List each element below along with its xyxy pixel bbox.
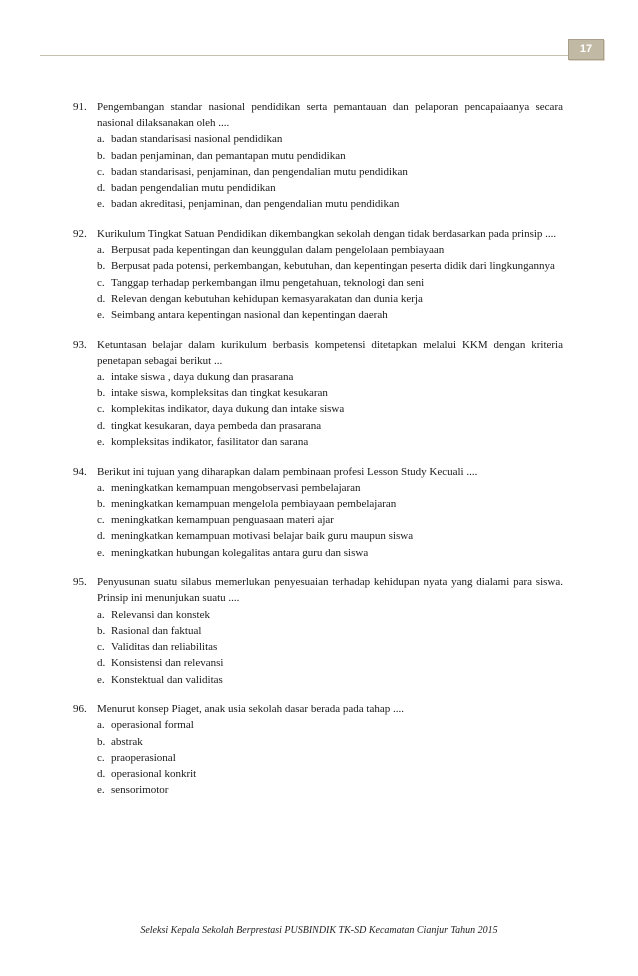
- option-letter: b.: [97, 497, 106, 510]
- question-text: Kurikulum Tingkat Satuan Pendidikan dikembangkan sekolah dengan tidak berdasarkan pada prinsip ....: [97, 227, 557, 240]
- option-letter: b.: [97, 260, 106, 273]
- question-number: 96.: [73, 703, 87, 716]
- option-text: Relevan dengan kebutuhan kehidupan kemasyarakatan dan dunia kerja: [111, 292, 423, 305]
- option-letter: c.: [97, 403, 105, 416]
- option-text: Rasional dan faktual: [111, 624, 202, 637]
- answer-option: [97, 180, 563, 196]
- question-text: Penyusunan suatu silabus memerlukan penyesuaian terhadap kehidupan nyata yang dialami para siswa. Prinsip ini menunjukan suatu ....: [97, 576, 563, 605]
- question-item: [73, 226, 563, 323]
- option-text: Berpusat pada potensi, perkembangan, kebutuhan, dan kepentingan peserta didik dari lingkungannya: [111, 260, 555, 273]
- option-text: kompleksitas indikator, fasilitator dan sarana: [111, 435, 309, 448]
- page-footer: Seleksi Kepala Sekolah Berprestasi PUSBINDIK TK-SD Kecamatan Cianjur Tahun 2015: [140, 925, 498, 936]
- question-stem: [73, 574, 563, 606]
- option-text: abstrak: [111, 735, 143, 748]
- question-item: [73, 701, 563, 798]
- answer-option: [97, 258, 563, 274]
- answer-option: [97, 418, 563, 434]
- option-text: operasional konkrit: [111, 768, 197, 781]
- answer-option: [97, 512, 563, 528]
- question-number: 95.: [73, 576, 87, 589]
- option-text: meningkatkan kemampuan mengelola pembiayaan pembelajaran: [111, 497, 397, 510]
- question-number: 91.: [73, 101, 87, 113]
- answer-option: [97, 385, 563, 401]
- option-text: meningkatkan kemampuan penguasaan materi ajar: [111, 514, 334, 527]
- option-text: intake siswa, kompleksitas dan tingkat kesukaran: [111, 387, 328, 400]
- question-number: 92.: [73, 227, 87, 240]
- option-text: Seimbang antara kepentingan nasional dan kepentingan daerah: [111, 308, 388, 321]
- option-text: operasional formal: [111, 719, 194, 732]
- option-letter: a.: [97, 133, 105, 146]
- header-rule: [40, 55, 576, 56]
- option-letter: c.: [97, 641, 105, 654]
- answer-option: [97, 528, 563, 544]
- option-letter: d.: [97, 530, 106, 543]
- question-item: [73, 574, 563, 687]
- question-stem: [73, 464, 563, 480]
- option-text: meningkatkan kemampuan mengobservasi pembelajaran: [111, 481, 361, 494]
- answer-option: [97, 623, 563, 639]
- question-number: 94.: [73, 465, 87, 478]
- page-header: [40, 33, 610, 61]
- option-letter: a.: [97, 608, 105, 621]
- answer-option: [97, 480, 563, 496]
- option-letter: b.: [97, 735, 106, 748]
- answer-option: [97, 131, 563, 147]
- option-text: intake siswa , daya dukung dan prasarana: [111, 371, 294, 384]
- answer-option: [97, 750, 563, 766]
- answer-option: [97, 148, 563, 164]
- option-letter: e.: [97, 308, 105, 321]
- option-text: tingkat kesukaran, daya pembeda dan prasarana: [111, 419, 322, 432]
- question-text: Pengembangan standar nasional pendidikan serta pemantauan dan pelaporan pencapaiaanya secara nasional dilaksanakan oleh ....: [97, 101, 563, 130]
- answer-option: [97, 782, 563, 798]
- answer-option: [97, 734, 563, 750]
- option-letter: d.: [97, 292, 106, 305]
- answer-option: [97, 607, 563, 623]
- option-text: badan pengendalian mutu pendidikan: [111, 182, 276, 195]
- question-stem: [73, 337, 563, 369]
- option-text: meningkatkan kemampuan motivasi belajar baik guru maupun siswa: [111, 530, 414, 543]
- answer-option: [97, 164, 563, 180]
- option-text: Tanggap terhadap perkembangan ilmu pengetahuan, teknologi dan seni: [111, 276, 425, 289]
- option-letter: c.: [97, 276, 105, 289]
- question-text: Berikut ini tujuan yang diharapkan dalam pembinaan profesi Lesson Study Kecuali ....: [97, 465, 478, 478]
- option-letter: d.: [97, 419, 106, 432]
- answer-option: [97, 369, 563, 385]
- option-letter: e.: [97, 673, 105, 686]
- option-letter: a.: [97, 371, 105, 384]
- question-stem: [73, 701, 563, 717]
- question-item: [73, 464, 563, 561]
- option-letter: e.: [97, 435, 105, 448]
- option-letter: a.: [97, 481, 105, 494]
- answer-option: [97, 766, 563, 782]
- option-text: meningkatkan hubungan kolegalitas antara guru dan siswa: [111, 546, 369, 559]
- question-number: 93.: [73, 338, 87, 351]
- option-letter: a.: [97, 244, 105, 257]
- option-letter: b.: [97, 387, 106, 400]
- option-letter: e.: [97, 198, 105, 211]
- answer-option: [97, 717, 563, 733]
- question-stem: [73, 226, 563, 242]
- option-letter: c.: [97, 514, 105, 527]
- answer-option: [97, 545, 563, 561]
- answer-option: [97, 275, 563, 291]
- question-text: Ketuntasan belajar dalam kurikulum berbasis kompetensi ditetapkan melalui KKM dengan kriteria penetapan sebagai berikut ...: [97, 338, 563, 367]
- answer-option: [97, 307, 563, 323]
- answer-option: [97, 639, 563, 655]
- option-text: sensorimotor: [111, 784, 169, 797]
- option-text: praoperasional: [111, 751, 176, 764]
- answer-option: [97, 655, 563, 671]
- option-letter: d.: [97, 657, 106, 670]
- option-letter: e.: [97, 546, 105, 559]
- option-letter: e.: [97, 784, 105, 797]
- answer-option: [97, 672, 563, 688]
- option-text: Konsistensi dan relevansi: [111, 657, 224, 670]
- answer-option: [97, 291, 563, 307]
- question-item: [73, 337, 563, 450]
- option-text: Berpusat pada kepentingan dan keunggulan dalam pengelolaan pembiayaan: [111, 244, 445, 257]
- option-text: badan standarisasi, penjaminan, dan pengendalian mutu pendidikan: [111, 165, 408, 178]
- option-letter: d.: [97, 182, 106, 195]
- option-letter: c.: [97, 751, 105, 764]
- option-text: Konstektual dan validitas: [111, 673, 223, 686]
- question-item: [73, 99, 563, 212]
- option-letter: b.: [97, 624, 106, 637]
- question-list: [73, 99, 563, 812]
- option-text: badan akreditasi, penjaminan, dan pengendalian mutu pendidikan: [111, 198, 400, 211]
- option-letter: a.: [97, 719, 105, 732]
- answer-option: [97, 196, 563, 212]
- question-stem: [73, 99, 563, 131]
- option-letter: b.: [97, 149, 106, 162]
- answer-option: [97, 434, 563, 450]
- question-text: Menurut konsep Piaget, anak usia sekolah dasar berada pada tahap ....: [97, 703, 404, 716]
- answer-option: [97, 496, 563, 512]
- option-text: badan standarisasi nasional pendidikan: [111, 133, 283, 146]
- option-text: Relevansi dan konstek: [111, 608, 210, 621]
- option-text: komplekitas indikator, daya dukung dan intake siswa: [111, 403, 345, 416]
- option-letter: d.: [97, 768, 106, 781]
- option-text: badan penjaminan, dan pemantapan mutu pendidikan: [111, 149, 346, 162]
- answer-option: [97, 242, 563, 258]
- option-letter: c.: [97, 165, 105, 178]
- page-number-badge: 17: [568, 39, 604, 60]
- option-text: Validitas dan reliabilitas: [111, 641, 218, 654]
- answer-option: [97, 401, 563, 417]
